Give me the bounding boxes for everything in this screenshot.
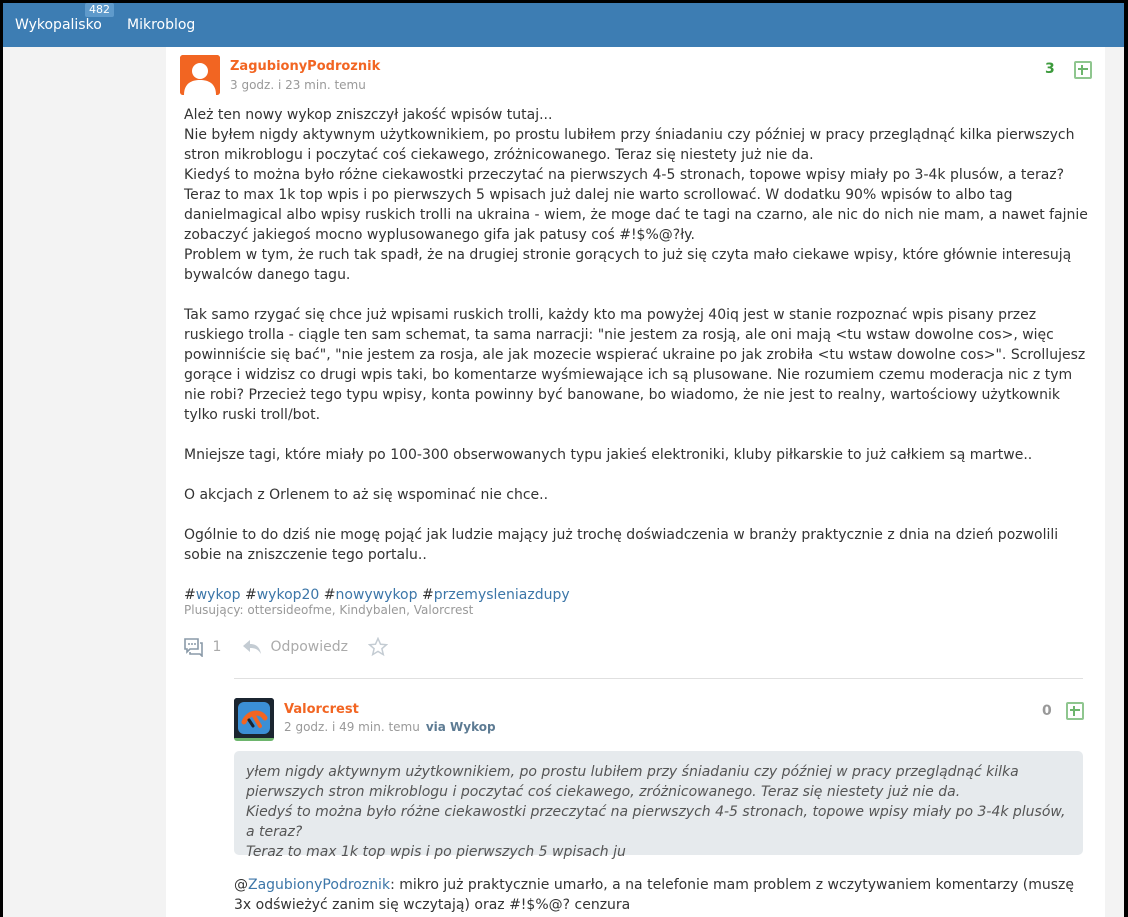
plus-vote-button[interactable] xyxy=(1074,61,1092,79)
post-line: Kiedyś to można było różne ciekawostki przeczytać na pierwszych 4-5 stronach, topowe wpisy miały po 3-4k plusów, a teraz? xyxy=(184,167,1065,183)
comments-count: 1 xyxy=(212,639,222,655)
nav-wykopalisko-label: Wykopalisko xyxy=(15,17,102,33)
reply-arrow-icon xyxy=(242,638,262,656)
post-paragraph: Tak samo rzygać się chce już wpisami ruskich trolli, każdy kto ma powyżej 40iq jest w stanie rozpoznać wpis pisany przez ruskiego trolla - ciągle ten sam schemat, ta sama narracji: "nie jestem za rosją, ale oni mają <tu wstaw dowolne cos>, więc powinniście się bać", "nie jestem za rosja, ale jak mozecie wspierać ukraine po jak zrobiła <tu wstaw dowolne cos>". Scrollujesz gorące i widzisz co drugi wpis taki, bo komentarze wyśmiewające ich są plusowane. Nie rozumiem czemu moderacja nic z tym nie robi? Przecież tego typu wpisy, konta powinny być banowane, bo wiadomo, że nie jest to realny, wartościowy użytkownik tylko ruski troll/bot. xyxy=(184,307,1086,423)
avatar-logo-icon xyxy=(234,698,274,738)
microblog-entry xyxy=(166,47,1105,917)
comment-text: : mikro już praktycznie umarło, a na telefonie mam problem z wczytywaniem komentarzy (muszę 3x odświeżyć zanim się wczytają) oraz #!$%@? cenzura xyxy=(234,877,1074,913)
comment-plus-vote-button[interactable] xyxy=(1066,702,1084,720)
post-actions xyxy=(184,637,484,661)
quote-line: Kiedyś to można było różne ciekawostki przeczytać na pierwszych 4-5 stronach, topowe wpisy miały po 3-4k plusów, a teraz? xyxy=(246,804,1066,840)
default-avatar-icon xyxy=(180,55,220,95)
reply-button[interactable] xyxy=(242,638,348,656)
post-paragraph: Mniejsze tagi, które miały po 100-300 obserwowanych typu jakieś elektroniki, kluby piłkarskie to już całkiem są martwe.. xyxy=(184,447,1033,463)
quote-text xyxy=(246,762,1076,862)
favorite-button[interactable] xyxy=(368,637,388,661)
comments-button[interactable] xyxy=(184,637,221,657)
post-paragraph: Ogólnie to do dziś nie mogę pojąć jak ludzie mający już trochę doświadczenia w branży praktycznie z dnia na dzień pozwolili sobie na zniszczenie tego portalu.. xyxy=(184,527,1059,563)
comments-icon xyxy=(184,637,204,657)
post-body xyxy=(184,105,1096,605)
post-line: Teraz to max 1k top wpis i po pierwszych 5 wpisach już dalej nie warto scrollować. W dodatku 90% wpisów to albo tag danielmagical albo wpisy ruskich trolli na ukraina - wiem, że moge dać te tagi na czarno, ale nic do nich nie mam, a nawet fajnie zobaczyć jakiegoś mocno wyplusowanego gifa jak patusy coś #!$%@?ły. xyxy=(184,187,1088,243)
quote-block xyxy=(234,751,1083,860)
comment-avatar[interactable] xyxy=(234,698,274,741)
nav-badge-count: 482 xyxy=(85,3,114,17)
comment-time[interactable]: 2 godz. i 49 min. temu xyxy=(284,720,420,734)
star-icon xyxy=(368,637,388,657)
post-line: Nie byłem nigdy aktywnym użytkownikiem, po prostu lubiłem przy śniadaniu czy później w pracy przeglądnąć kilka pierwszych stron mikroblogu i poczytać coś ciekawego, zróżnicowanego. Teraz się niestety już nie da. xyxy=(184,127,1075,163)
divider xyxy=(234,678,1083,679)
plusers-list[interactable]: Plusujący: ottersideofme, Kindybalen, Valorcrest xyxy=(184,603,474,617)
tag-link[interactable]: #wykop20 xyxy=(244,587,320,603)
nav-wykopalisko[interactable] xyxy=(15,3,110,33)
tag-link[interactable]: #przemysleniazdupy xyxy=(421,587,570,603)
mention-link[interactable]: ZagubionyPodroznik xyxy=(248,877,391,893)
tag-link[interactable]: #nowywykop xyxy=(323,587,418,603)
comment-body xyxy=(234,875,1084,915)
comment-author[interactable]: Valorcrest xyxy=(284,702,359,717)
comment-via: via Wykop xyxy=(425,720,496,734)
post-paragraph: O akcjach z Orlenem to aż się wspominać nie chce.. xyxy=(184,487,549,503)
comment-score: 0 xyxy=(1042,703,1052,719)
post-author[interactable]: ZagubionyPodroznik xyxy=(230,59,381,74)
post-tags xyxy=(184,585,1096,605)
post-time[interactable]: 3 godz. i 23 min. temu xyxy=(230,78,366,92)
nav-mikroblog-label: Mikroblog xyxy=(127,17,196,33)
quote-line: yłem nigdy aktywnym użytkownikiem, po prostu lubiłem przy śniadaniu czy później w pracy przeglądnąć kilka pierwszych stron mikroblogu i poczytać coś ciekawego, zróżnicowanego. Teraz się niestety już nie da. xyxy=(246,764,1019,800)
post-line: Problem w tym, że ruch tak spadł, że na drugiej stronie gorących to już się czyta mało ciekawe wpisy, które głównie interesują bywalców danego tagu. xyxy=(184,247,1072,283)
reply-label: Odpowiedz xyxy=(270,639,348,655)
mention-prefix: @ xyxy=(234,877,248,893)
quote-line: Teraz to max 1k top wpis i po pierwszych 5 wpisach ju xyxy=(246,844,626,860)
tag-link[interactable]: #wykop xyxy=(184,587,241,603)
top-navigation-bar xyxy=(3,3,1124,47)
post-score: 3 xyxy=(1045,61,1055,77)
left-gutter xyxy=(3,47,6,917)
nav-mikroblog[interactable] xyxy=(127,17,195,33)
post-line: Ależ ten nowy wykop zniszczył jakość wpisów tutaj... xyxy=(184,107,553,123)
browser-frame xyxy=(3,3,1124,917)
comment-time-row xyxy=(284,720,496,734)
avatar[interactable] xyxy=(180,55,220,95)
